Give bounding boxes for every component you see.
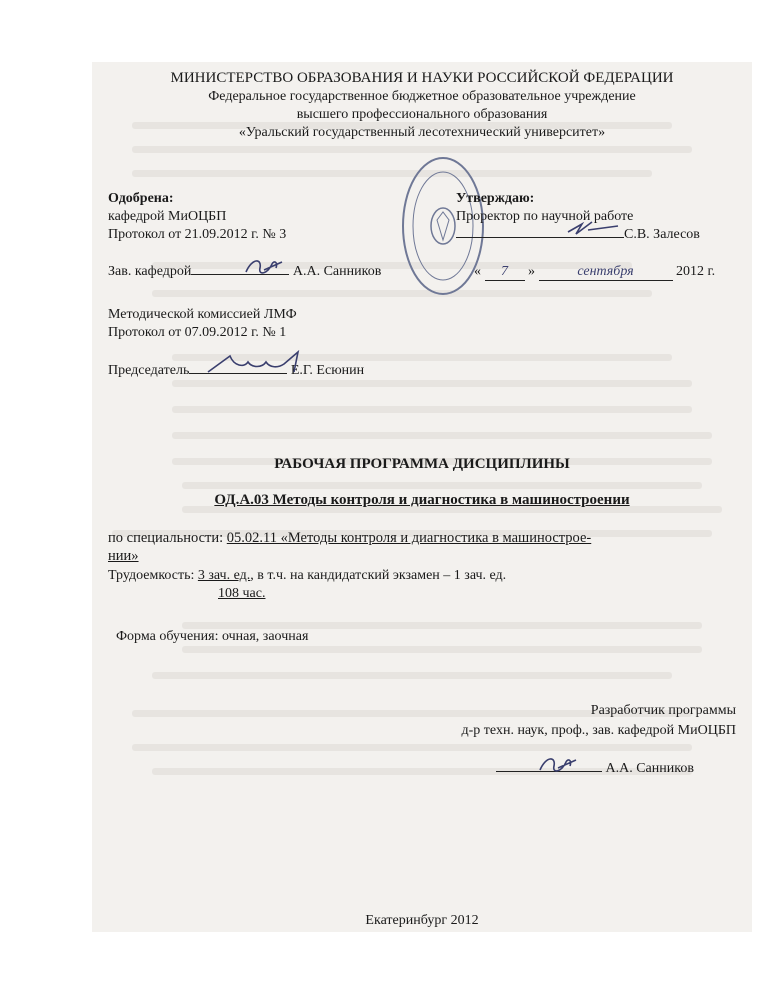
chair-label: Председатель bbox=[108, 363, 190, 378]
commission-protocol: Протокол от 07.09.2012 г. № 1 bbox=[108, 325, 287, 340]
university-name: «Уральский государственный лесотехнический университет» bbox=[238, 125, 606, 140]
confirm-name: С.В. Залесов bbox=[624, 227, 700, 242]
institution-type: Федеральное государственное бюджетное образовательное учреждение bbox=[208, 89, 636, 104]
date-close-quote: » bbox=[528, 264, 535, 279]
specialty-line bbox=[108, 530, 591, 547]
approved-title: Одобрена: bbox=[108, 191, 174, 206]
specialty-value: 05.02.11 «Методы контроля и диагностика в машинострое- bbox=[226, 530, 592, 546]
education-level: высшего профессионального образования bbox=[296, 107, 548, 122]
labor-line bbox=[108, 567, 506, 584]
specialty-value-cont: нии» bbox=[108, 548, 139, 564]
developer-name: А.А. Санников bbox=[605, 761, 694, 776]
developer-position: д-р техн. наук, проф., зав. кафедрой МиОЦБП bbox=[461, 723, 736, 738]
dept-head-label: Зав. кафедрой bbox=[108, 264, 192, 279]
discipline-title: ОД.А.03 Методы контроля и диагностика в машиностроении bbox=[214, 492, 630, 508]
date-year: 2012 г. bbox=[676, 264, 716, 279]
labor-label: Трудоемкость: bbox=[108, 568, 195, 583]
labor-rest: , в т.ч. на кандидатский экзамен – 1 зач. ед. bbox=[250, 568, 507, 583]
vice-rector-signature bbox=[562, 212, 622, 240]
developer-signature-line bbox=[496, 760, 694, 777]
confirm-date bbox=[474, 263, 715, 281]
city-year: Екатеринбург 2012 bbox=[365, 913, 479, 928]
date-month: сентября bbox=[539, 263, 673, 281]
dept-head-signature bbox=[242, 254, 286, 280]
developer-title: Разработчик программы bbox=[590, 703, 736, 718]
study-form: Форма обучения: очная, заочная bbox=[116, 629, 309, 644]
commission-title: Методической комиссией ЛМФ bbox=[108, 307, 297, 322]
approved-department: кафедрой МиОЦБП bbox=[108, 209, 227, 224]
confirm-position: Проректор по научной работе bbox=[456, 209, 634, 224]
developer-signature bbox=[536, 752, 580, 778]
chair-signature bbox=[200, 346, 310, 380]
chair-name: Е.Г. Есюнин bbox=[290, 363, 365, 378]
dept-head-name: А.А. Санников bbox=[292, 264, 382, 279]
document-page bbox=[92, 62, 752, 932]
approved-protocol: Протокол от 21.09.2012 г. № 3 bbox=[108, 227, 287, 242]
labor-hours: 108 час. bbox=[218, 586, 266, 601]
specialty-label: по специальности: bbox=[108, 530, 224, 546]
date-day: 7 bbox=[485, 263, 525, 281]
ministry-title: МИНИСТЕРСТВО ОБРАЗОВАНИЯ И НАУКИ РОССИЙСКОЙ ФЕДЕРАЦИИ bbox=[170, 70, 674, 86]
confirm-title: Утверждаю: bbox=[456, 191, 535, 206]
labor-value: 3 зач. ед. bbox=[197, 568, 251, 583]
program-title: РАБОЧАЯ ПРОГРАММА ДИСЦИПЛИНЫ bbox=[274, 456, 570, 472]
date-open-quote: « bbox=[474, 264, 481, 279]
